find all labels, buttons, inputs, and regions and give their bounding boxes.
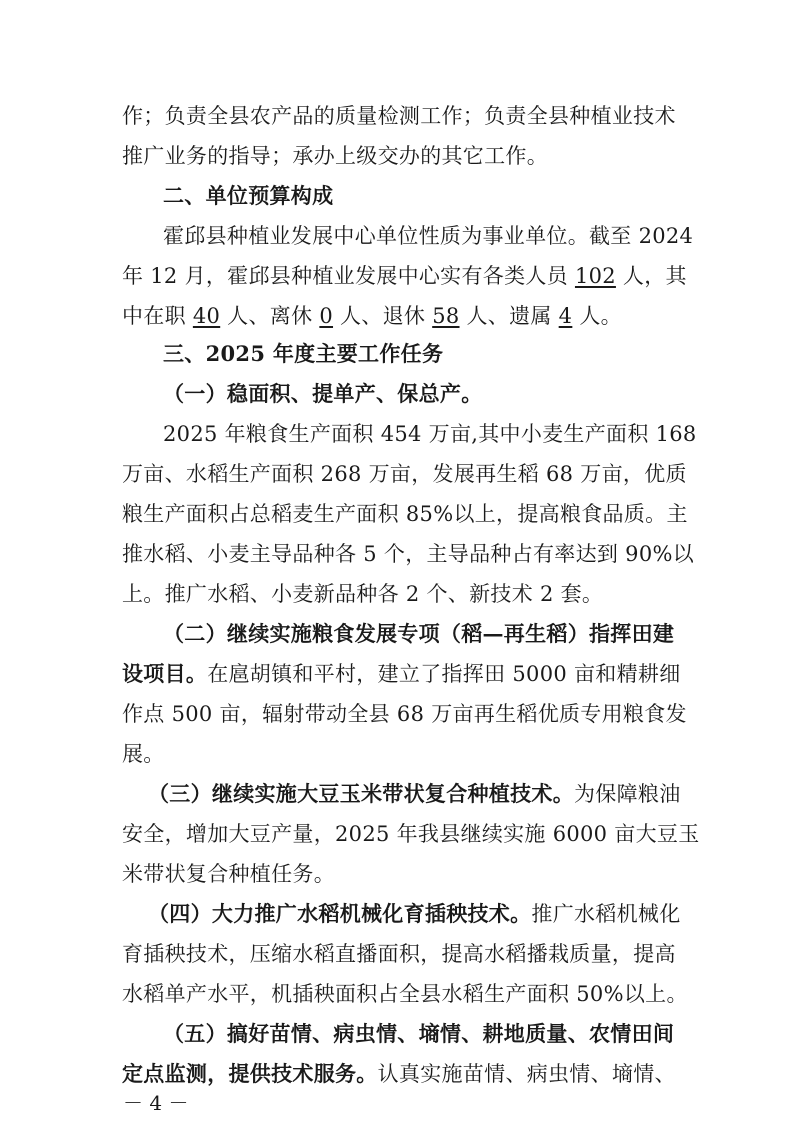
text-fragment: 人，其 xyxy=(615,264,687,288)
paragraph-line: 米带状复合种植任务。 xyxy=(122,862,335,886)
text-fragment: 推广水稻机械化 xyxy=(531,902,681,926)
subsection-heading: （三）继续实施大豆玉米带状复合种植技术。 xyxy=(148,781,574,806)
paragraph-line: 粮生产面积占总稻麦生产面积 85%以上，提高粮食品质。主 xyxy=(122,502,688,526)
paragraph-line xyxy=(122,1058,682,1090)
text-fragment: 为保障粮油 xyxy=(574,782,681,806)
paragraph-line xyxy=(122,300,682,332)
text-fragment: 人、退休 xyxy=(333,304,433,328)
paragraph-line: 水稻单产水平，机插秧面积占全县水稻生产面积 50%以上。 xyxy=(122,982,688,1006)
paragraph-line xyxy=(148,778,708,810)
text-fragment: 人、离休 xyxy=(220,304,320,328)
early-retired-value: 0 xyxy=(319,304,334,328)
active-staff-value: 40 xyxy=(192,304,221,328)
page-number: － 4 － xyxy=(123,1091,189,1115)
paragraph-line: 作；负责全县农产品的质量检测工作；负责全县种植业技术 xyxy=(122,104,676,128)
text-fragment: 人。 xyxy=(572,304,622,328)
subsection-heading: （二）继续实施粮食发展专项（稻—再生稻）指挥田建 xyxy=(163,621,675,646)
section-heading: 三、2025 年度主要工作任务 xyxy=(163,341,444,366)
paragraph-line xyxy=(148,898,708,930)
paragraph-line: 推广业务的指导；承办上级交办的其它工作。 xyxy=(122,144,548,168)
paragraph-line: 作点 500 亩，辐射带动全县 68 万亩再生稻优质专用粮食发 xyxy=(122,702,687,726)
paragraph-line: 上。推广水稻、小麦新品种各 2 个、新技术 2 套。 xyxy=(122,582,604,606)
paragraph-line: 2025 年粮食生产面积 454 万亩,其中小麦生产面积 168 xyxy=(163,422,697,446)
subsection-heading: （四）大力推广水稻机械化育插秧技术。 xyxy=(148,901,532,926)
retired-value: 58 xyxy=(432,304,460,328)
text-fragment: 中在职 xyxy=(122,304,193,328)
subsection-heading: （五）搞好苗情、病虫情、墒情、耕地质量、农情田间 xyxy=(163,1021,675,1046)
survivors-value: 4 xyxy=(558,304,573,328)
text-fragment: 认真实施苗情、病虫情、墒情、 xyxy=(377,1062,676,1086)
paragraph-line xyxy=(122,260,687,292)
text-fragment: 人、遗属 xyxy=(459,304,559,328)
paragraph-line xyxy=(122,658,682,690)
paragraph-line: 育插秧技术，压缩水稻直播面积，提高水稻播栽质量，提高 xyxy=(122,942,676,966)
paragraph-line: 展。 xyxy=(122,742,165,766)
subsection-heading: （一）稳面积、提单产、保总产。 xyxy=(163,381,483,406)
subsection-heading: 设项目。 xyxy=(122,661,208,686)
paragraph-line: 安全，增加大豆产量，2025 年我县继续实施 6000 亩大豆玉 xyxy=(122,822,700,846)
text-fragment: 年 12 月，霍邱县种植业发展中心实有各类人员 xyxy=(122,264,575,288)
paragraph-line: 霍邱县种植业发展中心单位性质为事业单位。截至 2024 xyxy=(163,224,694,248)
paragraph-line: 推水稻、小麦主导品种各 5 个，主导品种占有率达到 90%以 xyxy=(122,542,695,566)
section-heading: 二、单位预算构成 xyxy=(163,183,334,208)
paragraph-line: 万亩、水稻生产面积 268 万亩，发展再生稻 68 万亩，优质 xyxy=(122,462,687,486)
subsection-heading: 定点监测，提供技术服务。 xyxy=(122,1061,378,1086)
text-fragment: 在扈胡镇和平村，建立了指挥田 5000 亩和精耕细 xyxy=(207,662,681,686)
total-staff-value: 102 xyxy=(574,264,616,288)
